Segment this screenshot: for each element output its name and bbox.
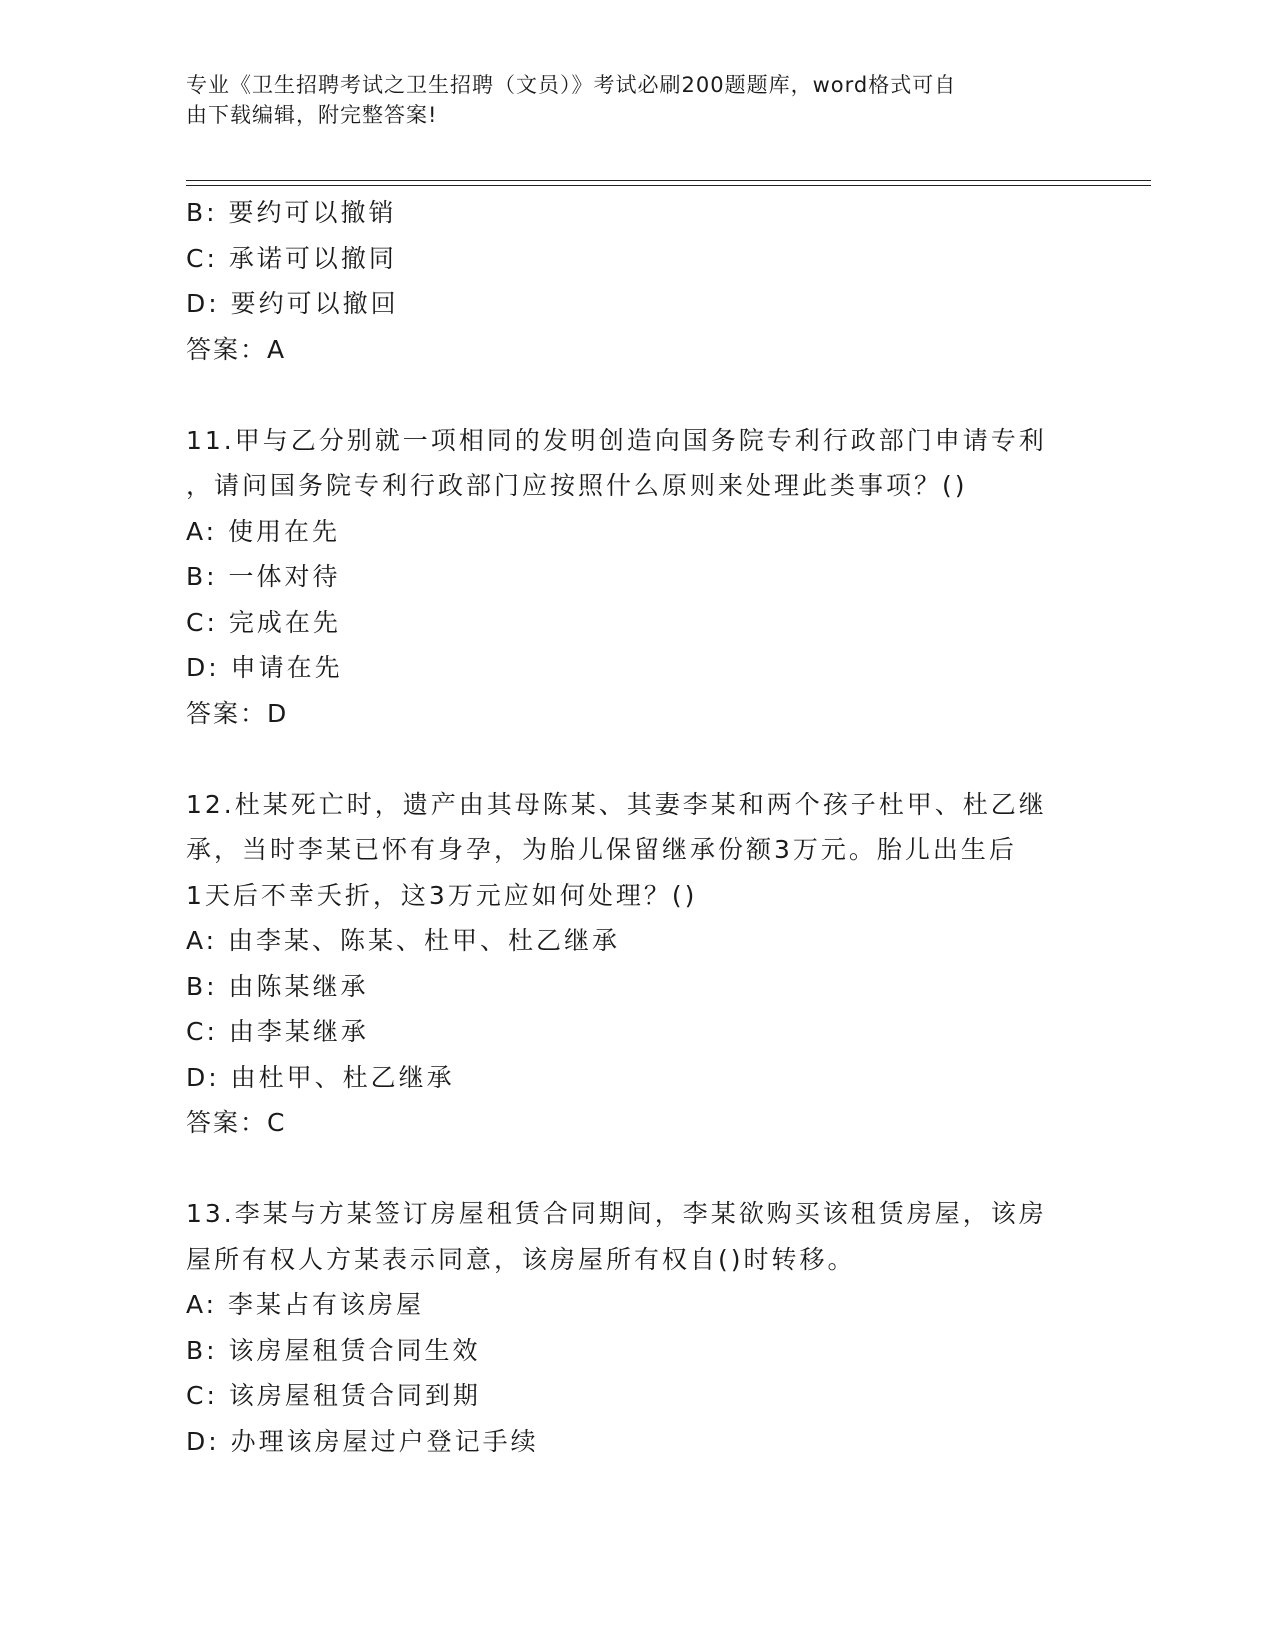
- option-a: A: 由李某、陈某、杜甲、杜乙继承: [186, 926, 621, 955]
- option-c: C: 由李某继承: [186, 1017, 369, 1046]
- header-divider-bottom: [186, 185, 1151, 186]
- spacer: [186, 736, 1086, 782]
- question-list: [186, 190, 1086, 1464]
- answer-line: 答案：A: [186, 334, 287, 364]
- option-c: C: 该房屋租赁合同到期: [186, 1381, 481, 1410]
- option-c: C: 承诺可以撤同: [186, 243, 397, 273]
- question-stem-line: 承，当时李某已怀有身孕，为胎儿保留继承份额3万元。胎儿出生后: [186, 835, 1017, 864]
- question-stem-line: 1天后不幸夭折，这3万元应如何处理？(): [186, 880, 698, 910]
- option-d: D: 要约可以撤回: [186, 289, 399, 318]
- option-b: B: 该房屋租赁合同生效: [186, 1335, 481, 1365]
- option-a: A: 李某占有该房屋: [186, 1290, 425, 1319]
- question-11: [186, 418, 1086, 737]
- document-header: [186, 70, 1076, 130]
- question-12: [186, 782, 1086, 1146]
- option-d: D: 办理该房屋过户登记手续: [186, 1426, 539, 1456]
- header-divider-top: [186, 180, 1151, 181]
- answer-line: 答案：C: [186, 1108, 287, 1137]
- header-line-1: 专业《卫生招聘考试之卫生招聘（文员）》考试必刷200题题库，word格式可自: [186, 73, 957, 97]
- question-stem-line: 13.李某与方某签订房屋租赁合同期间，李某欲购买该租赁房屋，该房: [186, 1199, 1047, 1228]
- spacer: [186, 372, 1086, 418]
- answer-line: 答案：D: [186, 698, 289, 728]
- option-c: C: 完成在先: [186, 607, 341, 637]
- question-stem-line: 11.甲与乙分别就一项相同的发明创造向国务院专利行政部门申请专利: [186, 425, 1047, 455]
- option-b: B: 一体对待: [186, 562, 341, 591]
- option-b: B: 由陈某继承: [186, 971, 369, 1001]
- question-stem-line: 屋所有权人方某表示同意，该房屋所有权自()时转移。: [186, 1244, 856, 1274]
- option-a: A: 使用在先: [186, 516, 341, 546]
- previous-question: [186, 190, 1086, 372]
- option-d: D: 申请在先: [186, 653, 343, 682]
- question-stem-line: 12.杜某死亡时，遗产由其母陈某、其妻李某和两个孩子杜甲、杜乙继: [186, 789, 1047, 819]
- question-stem-line: ，请问国务院专利行政部门应按照什么原则来处理此类事项？(): [186, 471, 968, 500]
- option-b: B: 要约可以撤销: [186, 198, 397, 227]
- option-d: D: 由杜甲、杜乙继承: [186, 1062, 455, 1092]
- header-line-2: 由下载编辑，附完整答案!: [186, 103, 438, 127]
- question-13: [186, 1191, 1086, 1464]
- spacer: [186, 1146, 1086, 1192]
